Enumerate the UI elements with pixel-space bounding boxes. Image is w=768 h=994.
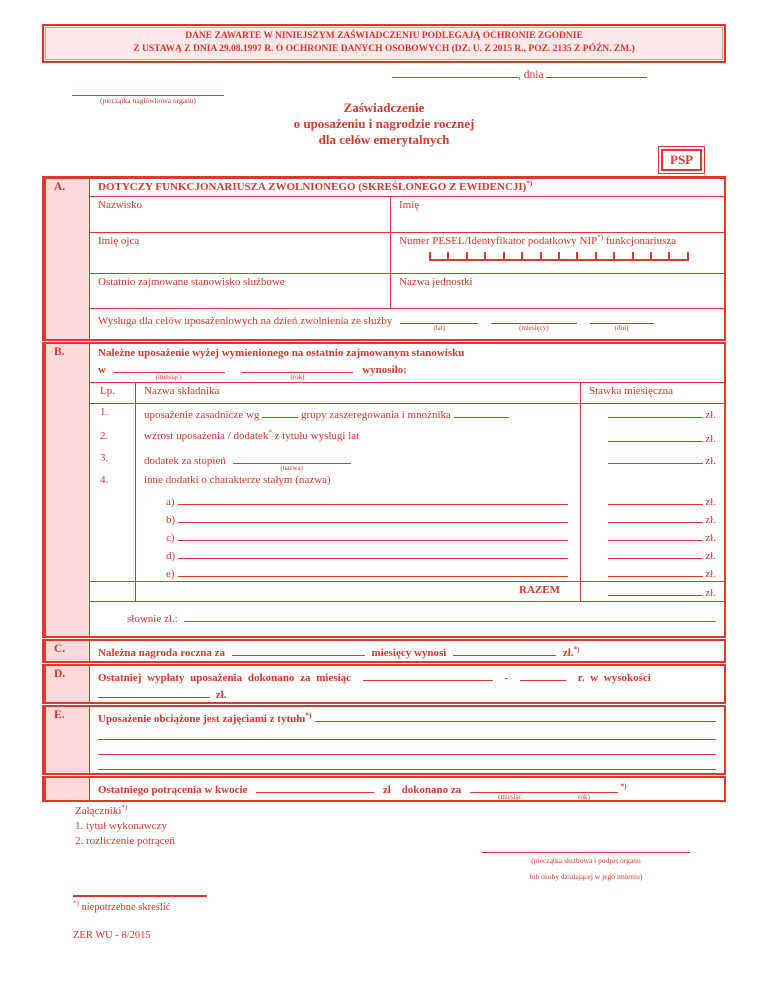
w-label: w: [98, 364, 106, 376]
banner-line2: Z USTAWĄ Z DNIA 29.08.1997 R. O OCHRONIE DANYCH OSOBOWYCH (DZ. U. Z 2015 R., POZ. 2135 Z PÓŹN. ZM.): [133, 44, 635, 54]
amount-in-words: [90, 602, 724, 636]
total-label: RAZEM: [136, 582, 581, 601]
footnote-ref: *): [526, 179, 533, 188]
place-field[interactable]: [392, 66, 518, 78]
rank-name-field[interactable]: (nazwa): [233, 452, 351, 464]
psp-badge-label: PSP: [661, 149, 702, 171]
pesel-label: Numer PESEL/Identyfikator podatkowy NIP: [399, 235, 598, 247]
firstname-label: Imię: [399, 199, 420, 211]
footnote-ref: *: [268, 428, 272, 437]
amount-field[interactable]: [608, 511, 703, 523]
title-line3: dla celów emerytalnych: [318, 132, 450, 147]
slownie-label: słownie zł.:: [127, 613, 178, 625]
other-allowance-field[interactable]: [178, 547, 568, 559]
attachment-item-1: 1. tytuł wykonawczy: [75, 820, 167, 832]
amount-field[interactable]: [608, 430, 703, 442]
other-allowance-field[interactable]: [178, 529, 568, 541]
unit-label: Nazwa jednostki: [399, 276, 473, 288]
firstname-cell[interactable]: [391, 197, 724, 232]
section-d: D. Ostatniej wypłaty uposażenia dokonano za miesiąc - r. w wysokości zł.: [42, 664, 726, 704]
seniority-months-field[interactable]: (miesięcy): [491, 312, 577, 324]
other-allowance-field[interactable]: [178, 511, 568, 523]
month-field[interactable]: (miesiąc): [113, 361, 225, 373]
footnote-ref: *): [305, 711, 312, 720]
section-e: E. Uposażenie obciążone jest zajęciami z tytułu*): [42, 705, 726, 775]
section-b: [42, 342, 726, 638]
amount-field[interactable]: [608, 565, 703, 577]
father-name-cell[interactable]: [90, 233, 391, 273]
other-allowance-field[interactable]: [178, 493, 568, 505]
stamp-caption: (pieczątka nagłówkowa organu): [99, 96, 197, 105]
footnote: *) niepotrzebne skreślić: [73, 899, 171, 913]
section-b-heading-line1: Należne uposażenie wyżej wymienionego na ostatnio zajmowanym stanowisku: [98, 347, 465, 359]
amount-field[interactable]: [608, 529, 703, 541]
section-a-heading: DOTYCZY FUNKCJONARIUSZA ZWOLNIONEGO (SKREŚLONEGO Z EWIDENCJI)*): [90, 179, 724, 197]
footnote-ref: *): [597, 233, 604, 242]
row-position-unit: [90, 274, 724, 309]
section-letter: D.: [46, 666, 90, 702]
amount-words-field[interactable]: [184, 610, 716, 622]
seniority-days-field[interactable]: (dni): [590, 312, 654, 324]
form-code: ZER WU - 8/2015: [73, 930, 151, 941]
section-last-deduction: Ostatniego potrącenia w kwocie zł dokonano za (miesiąc rok) *): [42, 776, 726, 802]
other-allowance-field[interactable]: [178, 565, 568, 577]
footnote-ref: *): [573, 645, 580, 654]
wynosilo-label: wynosiło:: [362, 364, 407, 376]
stamp-field[interactable]: [72, 84, 224, 96]
amount-field[interactable]: [608, 406, 703, 418]
section-c: C. Należna nagroda roczna za miesięcy wynosi zł.*): [42, 639, 726, 663]
group-field[interactable]: [262, 406, 298, 418]
amount-words-field-2[interactable]: [147, 625, 716, 638]
amount-field[interactable]: [608, 493, 703, 505]
multiplier-field[interactable]: [454, 406, 509, 418]
footnote-divider: [73, 895, 207, 897]
total-amount-field[interactable]: [608, 584, 703, 596]
component-row-2: 2. wzrost uposażenia / dodatek* z tytułu wysługi lat zł.: [90, 428, 724, 450]
total-row: RAZEM zł.: [90, 581, 724, 602]
seizure-line-2[interactable]: [98, 740, 716, 755]
data-protection-banner: [42, 24, 726, 63]
component-row-4b: b) zł.: [90, 509, 724, 527]
surname-cell[interactable]: [90, 197, 391, 232]
section-letter: C.: [46, 641, 90, 661]
signature-caption-1: (pieczątka służbowa i podpis organu: [531, 856, 641, 865]
seniority-years-field[interactable]: (lat): [400, 312, 478, 324]
components-table: [90, 382, 724, 602]
pesel-digit-boxes[interactable]: [429, 252, 689, 261]
bonus-months-field[interactable]: [232, 644, 365, 656]
attachment-item-2: 2. rozliczenie potrąceń: [75, 835, 175, 847]
payment-year-field[interactable]: [520, 669, 566, 681]
col-stawka: Stawka miesięczna: [589, 385, 673, 397]
component-row-4: 4. inne dodatki o charakterze stałym (nazwa): [90, 472, 724, 491]
signature-block: [482, 852, 690, 885]
deduction-amount-field[interactable]: [256, 781, 374, 793]
component-row-4c: c) zł.: [90, 527, 724, 545]
section-b-heading: [90, 344, 724, 382]
section-letter: B.: [46, 344, 90, 636]
section-letter: A.: [46, 179, 90, 339]
pesel-label-post: funkcjonariusza: [605, 235, 677, 247]
year-field[interactable]: (rok): [241, 361, 353, 373]
place-date-line: [392, 66, 647, 81]
row-name: [90, 197, 724, 233]
component-row-1: 1. uposażenie zasadnicze wg grupy zaszeregowania i mnożnika zł.: [90, 404, 724, 428]
bonus-amount-field[interactable]: [453, 644, 556, 656]
col-nazwa: Nazwa składnika: [136, 383, 581, 403]
unit-cell[interactable]: [391, 274, 724, 308]
date-label: , dnia: [518, 69, 544, 81]
amount-field[interactable]: [608, 547, 703, 559]
attachments-block: [75, 804, 175, 849]
col-lp: Lp.: [90, 383, 136, 403]
payment-month-field[interactable]: [363, 669, 493, 681]
section-a: [42, 176, 726, 341]
signature-caption-2: lub osoby działającej w jego imieniu): [529, 872, 643, 881]
banner-line1: DANE ZAWARTE W NINIEJSZYM ZAŚWIADCZENIU PODLEGAJĄ OCHRONIE ZGODNIE: [185, 31, 583, 41]
seniority-label: Wysługa dla celów uposażeniowych na dzień zwolnienia ze służby: [98, 315, 393, 327]
title-line1: Zaświadczenie: [343, 100, 425, 115]
surname-label: Nazwisko: [98, 199, 142, 211]
seizure-line-3[interactable]: [98, 755, 716, 770]
row-father-pesel: [90, 233, 724, 274]
position-cell[interactable]: [90, 274, 391, 308]
father-name-label: Imię ojca: [98, 235, 140, 247]
seizure-title-field[interactable]: [315, 710, 716, 722]
pesel-cell: [391, 233, 724, 273]
form-table: [42, 176, 726, 802]
deduction-period-field[interactable]: (miesiąc rok): [470, 781, 618, 793]
date-field[interactable]: [546, 66, 647, 78]
row-seniority: [90, 309, 724, 339]
psp-badge: [658, 146, 705, 174]
component-row-4a: a) zł.: [90, 491, 724, 509]
amount-field[interactable]: [608, 452, 703, 464]
component-row-4e: e) zł.: [90, 563, 724, 581]
seizure-line-1[interactable]: [98, 725, 716, 740]
section-letter: E.: [46, 707, 90, 773]
component-row-3: 3. dodatek za stopień (nazwa) zł.: [90, 450, 724, 472]
title-line2: o uposażeniu i nagrodzie rocznej: [293, 116, 475, 131]
footnote-ref: *): [121, 803, 128, 812]
page-title: [0, 100, 768, 148]
attachments-label: Załączniki: [75, 805, 122, 817]
components-header-row: [90, 383, 724, 404]
payment-amount-field[interactable]: [98, 686, 210, 698]
component-row-4d: d) zł.: [90, 545, 724, 563]
footnote-ref: *): [620, 782, 627, 791]
position-label: Ostatnio zajmowane stanowisko służbowe: [98, 276, 285, 288]
